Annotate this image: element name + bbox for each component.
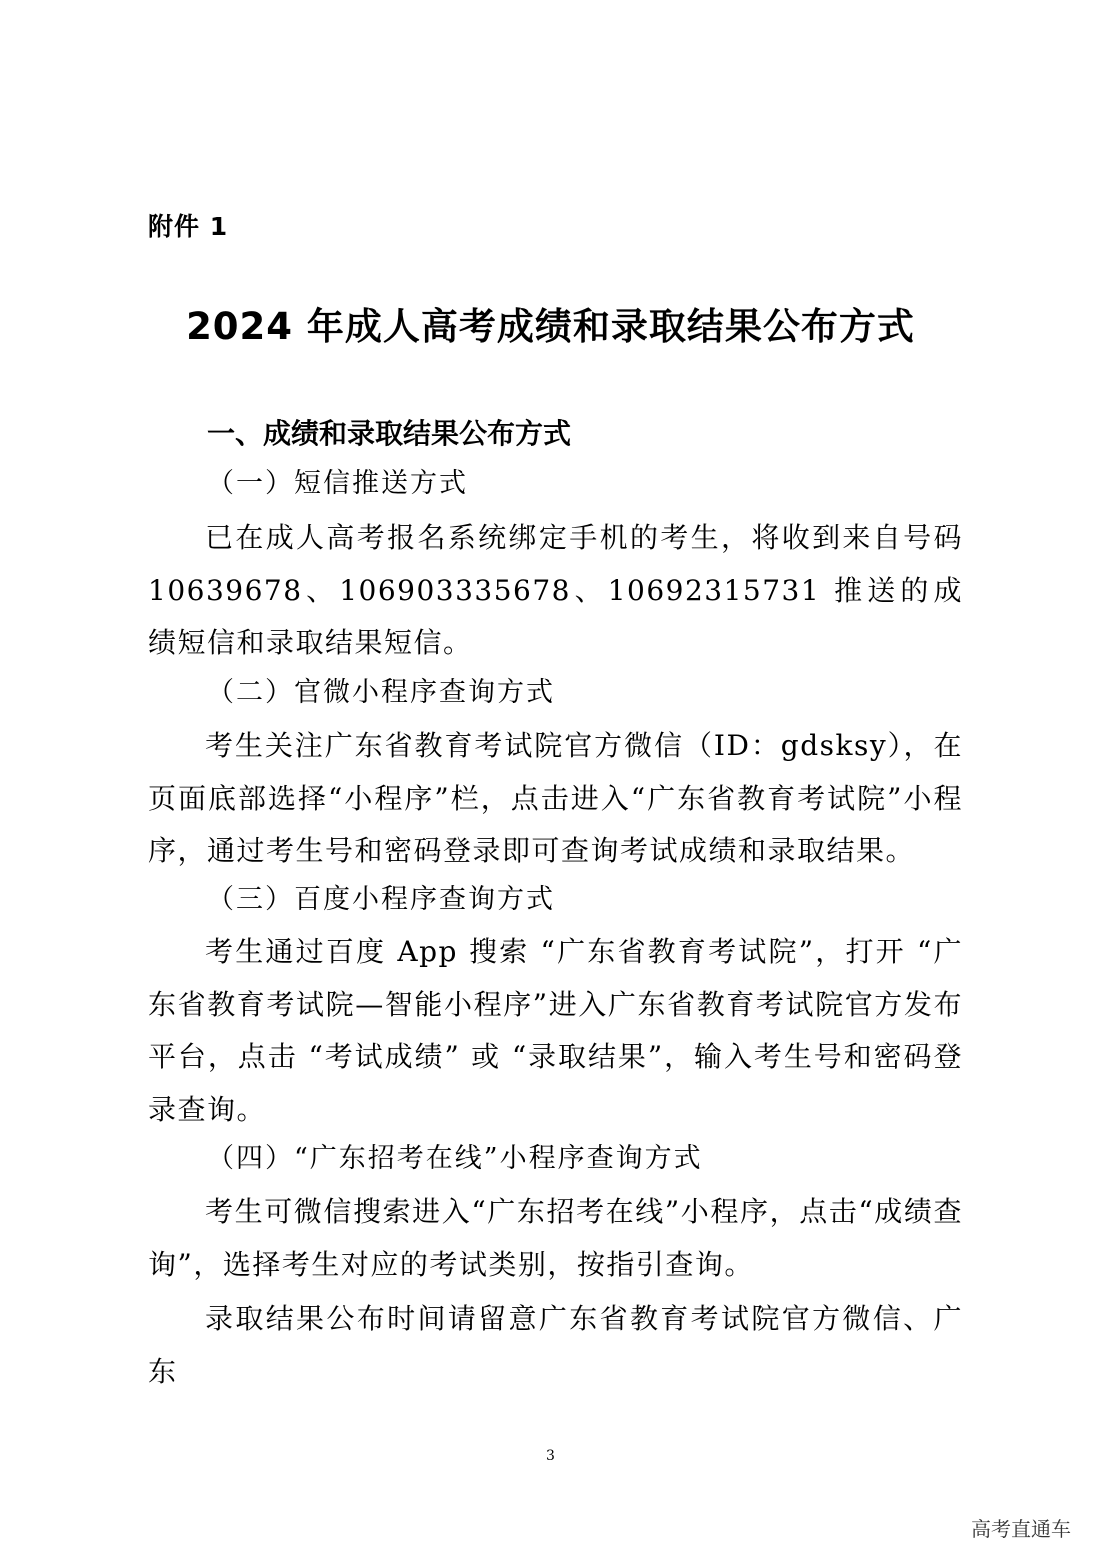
attachment-label: 附件 1 <box>148 212 229 241</box>
section-heading-1: 一、成绩和录取结果公布方式 <box>207 417 572 450</box>
document-title: 2024 年成人高考成绩和录取结果公布方式 <box>186 305 915 348</box>
subsection-heading-4: （四）“广东招考在线”小程序查询方式 <box>207 1143 703 1174</box>
subsection-heading-3: （三）百度小程序查询方式 <box>207 884 555 915</box>
watermark-text: 高考直通车 <box>971 1517 1071 1541</box>
subsection-heading-2: （二）官微小程序查询方式 <box>207 677 555 708</box>
closing-paragraph: 录取结果公布时间请留意广东省教育考试院官方微信、广东 <box>148 1302 963 1388</box>
subsection-body-3: 考生通过百度 App 搜索 “广东省教育考试院”，打开 “广东省教育考试院—智能小程序”进入广东省教育考试院官方发布平台，点击 “考试成绩” 或 “录取结果”，输入考生号和密码登录查询。 <box>148 935 963 1126</box>
subsection-body-1: 已在成人高考报名系统绑定手机的考生，将收到来自号码 10639678、106903335678、10692315731 推送的成绩短信和录取结果短信。 <box>148 521 963 659</box>
subsection-body-2: 考生关注广东省教育考试院官方微信（ID：gdsksy），在页面底部选择“小程序”栏，点击进入“广东省教育考试院”小程序，通过考生号和密码登录即可查询考试成绩和录取结果。 <box>148 729 963 867</box>
subsection-heading-1: （一）短信推送方式 <box>207 468 468 499</box>
page-number: 3 <box>546 1448 555 1464</box>
subsection-body-4: 考生可微信搜索进入“广东招考在线”小程序，点击“成绩查询”，选择考生对应的考试类别，按指引查询。 <box>148 1195 963 1281</box>
